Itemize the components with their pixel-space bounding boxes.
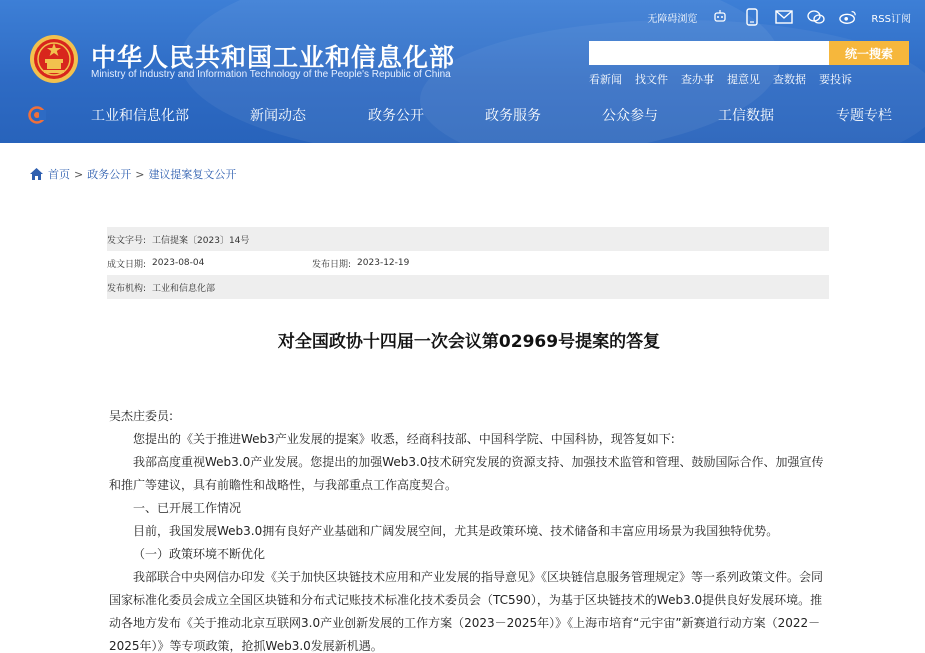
published-date-value: 2023-12-19 [357, 258, 410, 268]
document-meta-table [107, 227, 829, 299]
meta-row-issuer [107, 275, 829, 299]
site-title[interactable]: 中华人民共和国工业和信息化部 [91, 43, 456, 72]
issuer-value: 工业和信息化部 [152, 283, 216, 294]
meta-row-dates [107, 251, 829, 275]
mail-icon[interactable] [775, 8, 793, 26]
miit-logo-icon[interactable] [28, 106, 46, 124]
top-links [647, 6, 911, 28]
article-section-heading: 一、已开展工作情况 [133, 501, 242, 515]
home-icon[interactable] [30, 168, 43, 180]
created-date-value: 2023-08-04 [152, 258, 205, 268]
quick-link-news[interactable]: 看新闻 [589, 73, 622, 86]
article-body [109, 405, 825, 653]
article-paragraph: 我部联合中央网信办印发《关于加快区块链技术应用和产业发展的指导意见》《区块链信息服务管理规定》等一系列政策文件。会同国家标准化委员会成立全国区块链和分布式记账技术标准化技术委员会（TC590），为基于区块链技术的Web3.0提供良好发展环境。推动各地方发布《关于推动北京互联网3.0产业创新发展的工作方案（2023－2025年）》《上海市培育“元宇宙”新赛道行动方案（2022－2025年）》等专项政策，抢抓Web3.0发展新机遇。 [109, 570, 824, 653]
site-header [0, 0, 925, 143]
nav-item-services[interactable]: 政务服务 [485, 108, 541, 124]
nav-item-participation[interactable]: 公众参与 [602, 108, 658, 124]
quick-link-data[interactable]: 查数据 [773, 73, 806, 86]
search-input[interactable] [589, 41, 830, 65]
robot-icon[interactable] [711, 8, 729, 26]
breadcrumb-gov-affairs[interactable]: 政务公开 [87, 168, 132, 181]
site-subtitle: Ministry of Industry and Information Technology of the People's Republic of China [91, 69, 451, 80]
quick-link-feedback[interactable]: 提意见 [727, 73, 760, 86]
accessibility-link[interactable]: 无障碍浏览 [647, 13, 698, 25]
search-button[interactable]: 统一搜索 [829, 41, 909, 65]
national-emblem-icon [29, 34, 79, 84]
article-paragraph: 您提出的《关于推进Web3产业发展的提案》收悉，经商科技部、中国科学院、中国科协，现答复如下: [133, 432, 675, 446]
breadcrumb [30, 166, 236, 182]
wechat-icon[interactable] [807, 8, 825, 26]
mobile-icon[interactable] [743, 8, 761, 26]
breadcrumb-proposals[interactable]: 建议提案复文公开 [148, 168, 237, 181]
nav-item-data[interactable]: 工信数据 [718, 108, 774, 124]
breadcrumb-home[interactable]: 首页 [48, 168, 70, 181]
quick-links [589, 71, 852, 87]
weibo-icon[interactable] [839, 8, 857, 26]
meta-row-doc-no [107, 227, 829, 251]
quick-link-complaint[interactable]: 要投诉 [819, 73, 852, 86]
nav-item-news[interactable]: 新闻动态 [250, 108, 306, 124]
article-paragraph: 我部高度重视Web3.0产业发展。您提出的加强Web3.0技术研究发展的资源支持、加强技术监管和管理、鼓励国际合作、加强宣传和推广等建议，具有前瞻性和战略性，与我部重点工作高度契合。 [109, 455, 824, 492]
issuer-label: 发布机构: [107, 283, 147, 294]
breadcrumb-separator: > [135, 167, 145, 181]
article-title: 对全国政协十四届一次会议第02969号提案的答复 [277, 332, 661, 352]
nav-item-gov-affairs[interactable]: 政务公开 [368, 108, 424, 124]
main-nav [0, 97, 925, 133]
article-salutation: 吴杰庄委员: [109, 409, 174, 423]
breadcrumb-separator: > [74, 167, 84, 181]
doc-no-value: 工信提案〔2023〕14号 [152, 235, 250, 246]
doc-no-label: 发文字号: [107, 235, 147, 246]
nav-item-topics[interactable]: 专题专栏 [836, 108, 892, 124]
rss-link[interactable]: RSS订阅 [871, 13, 911, 25]
nav-item-miit[interactable]: 工业和信息化部 [91, 108, 189, 124]
quick-link-files[interactable]: 找文件 [635, 73, 668, 86]
article-paragraph: 目前，我国发展Web3.0拥有良好产业基础和广阔发展空间，尤其是政策环境、技术储备和丰富应用场景为我国独特优势。 [133, 524, 779, 538]
quick-link-services[interactable]: 查办事 [681, 73, 714, 86]
published-date-label: 发布日期: [312, 259, 352, 270]
article-subsection-heading: （一）政策环境不断优化 [133, 547, 266, 561]
created-date-label: 成文日期: [107, 259, 147, 270]
